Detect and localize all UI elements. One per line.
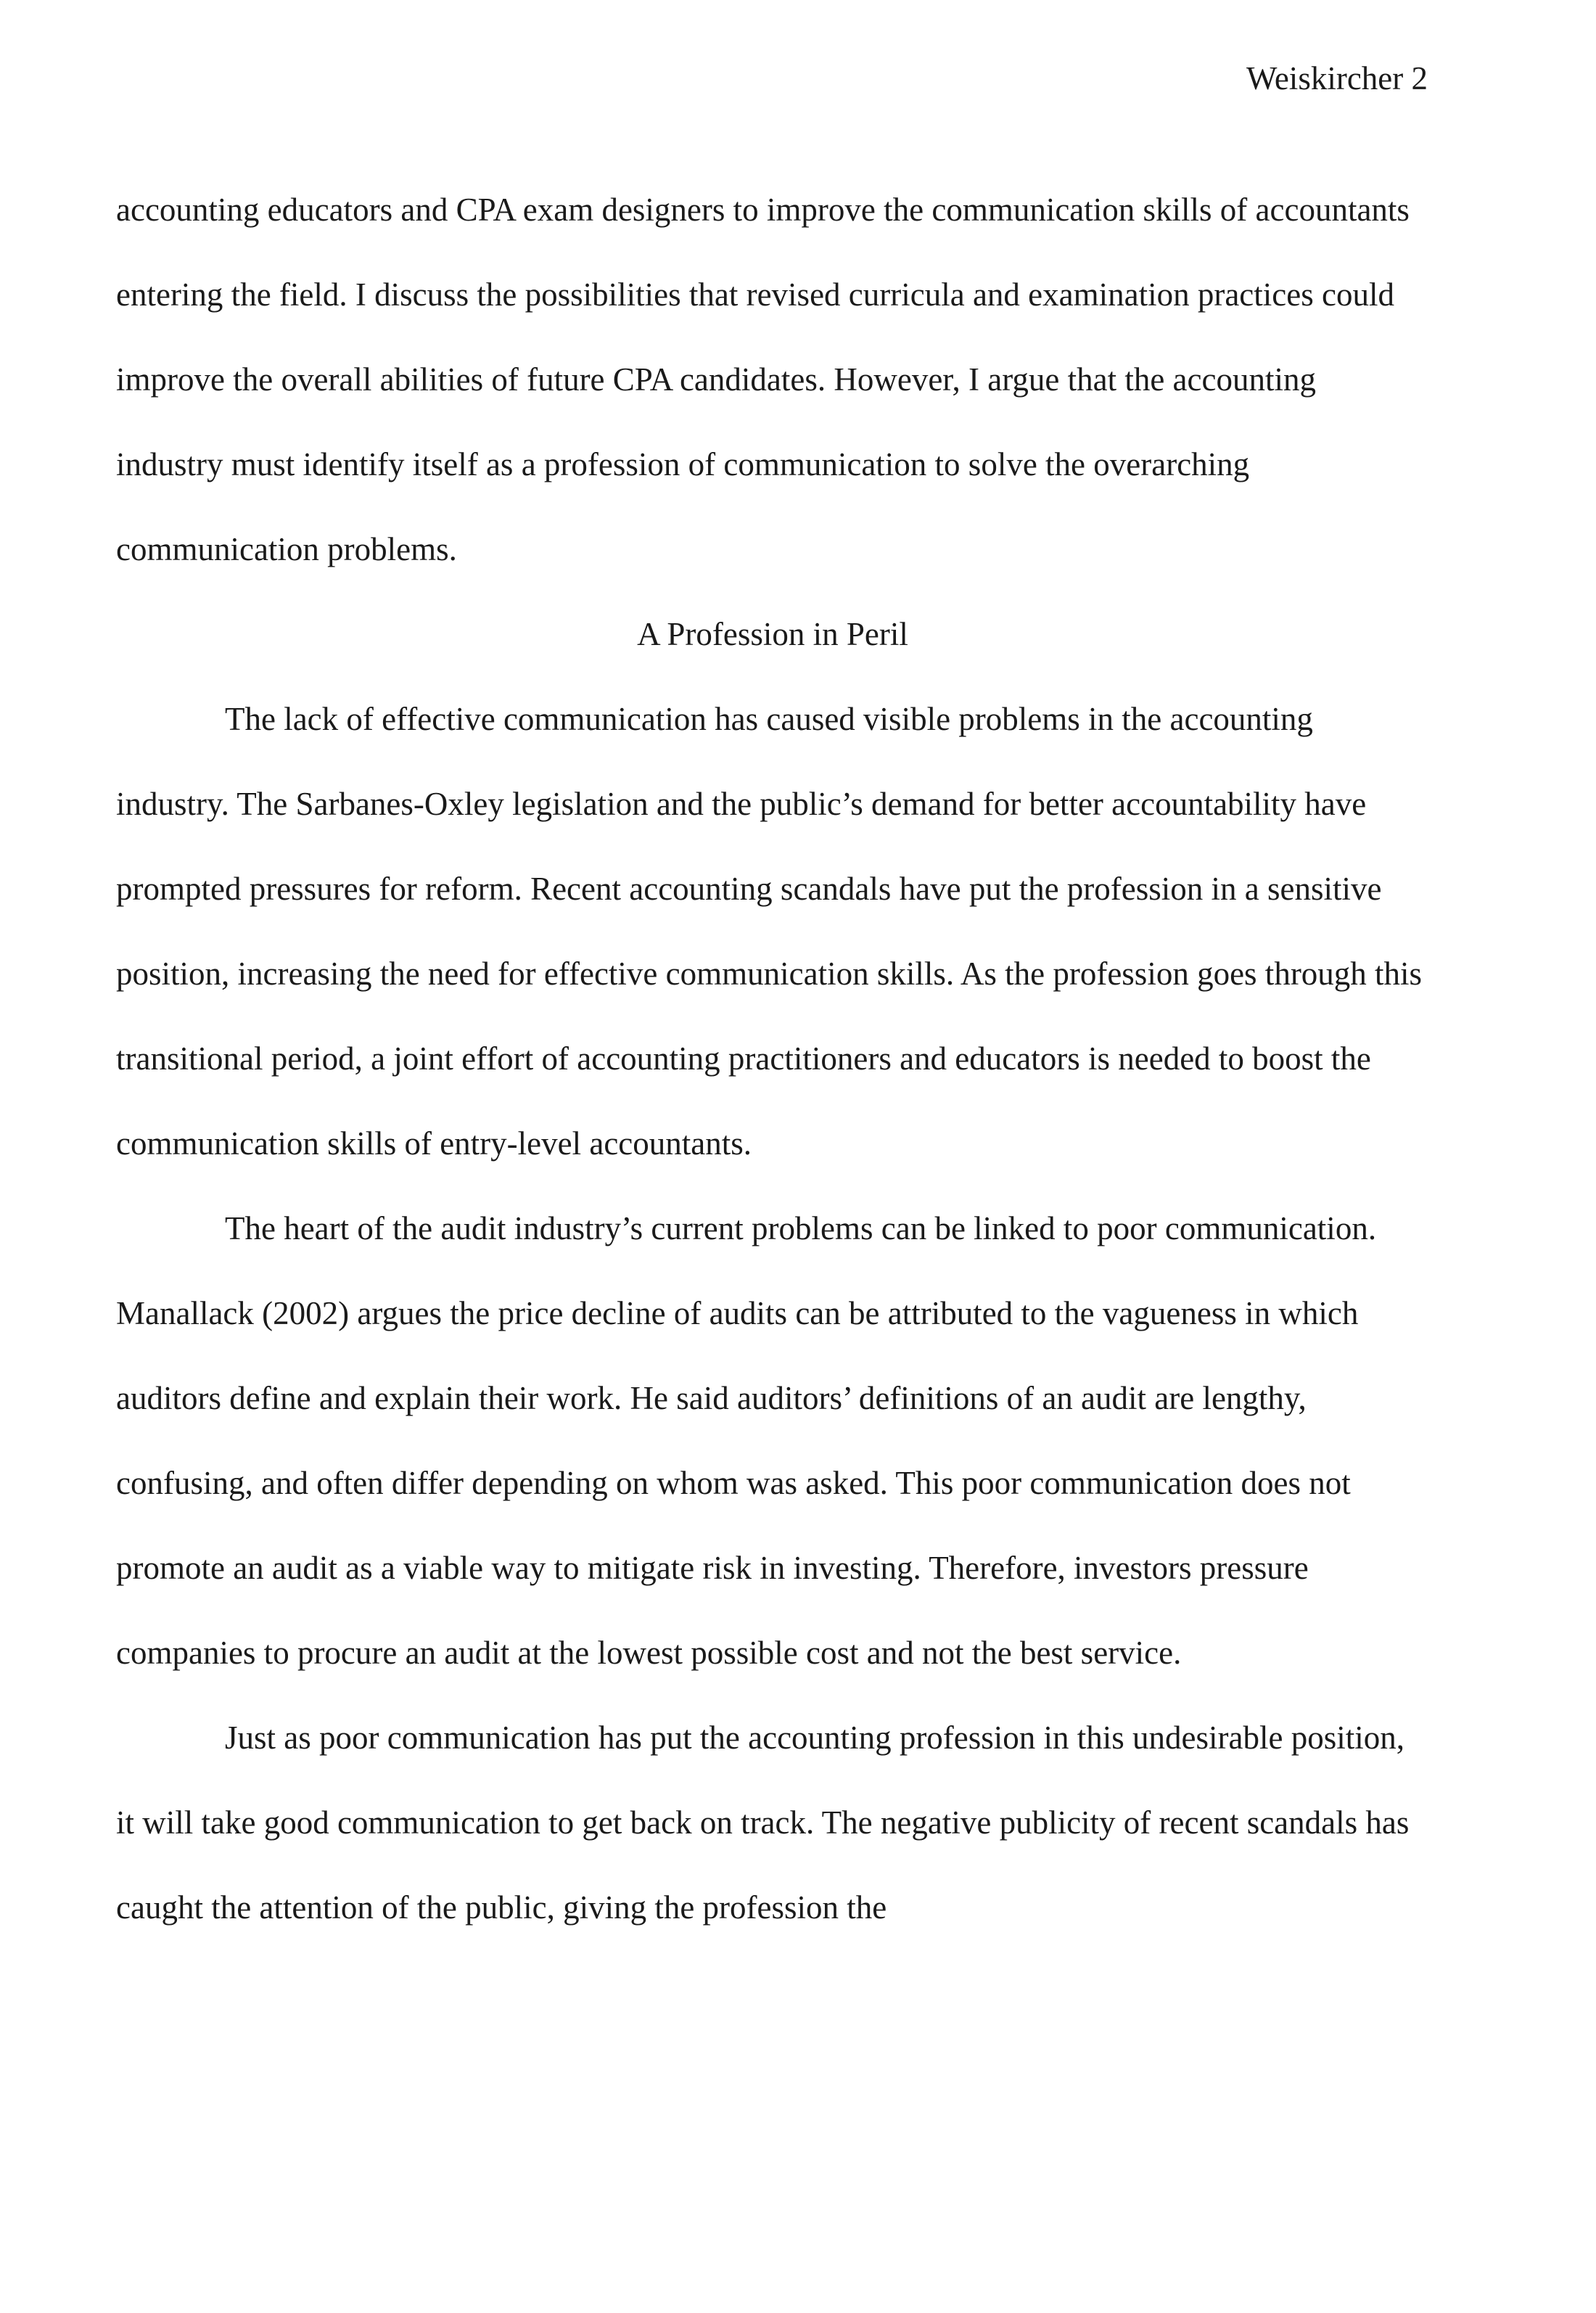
section-heading: A Profession in Peril bbox=[637, 616, 908, 652]
intro-paragraph: accounting educators and CPA exam designers to improve the communication skills of accountants entering the field. I discuss the possibilities that revised curricula and examination practices could improve the overall abilities of future CPA candidates. However, I argue that the accounting industry must identify itself as a profession of communication to solve the overarching communication problems. bbox=[116, 192, 1410, 567]
document-body bbox=[116, 168, 1429, 1950]
body-paragraph: The heart of the audit industry’s current problems can be linked to poor communication. Manallack (2002) argues the price decline of audits can be attributed to the vagueness in which auditors define and explain their work. He said auditors’ definitions of an audit are lengthy, confusing, and often differ depending on whom was asked. This poor communication does not promote an audit as a viable way to mitigate risk in investing. Therefore, investors pressure companies to procure an audit at the lowest possible cost and not the best service. bbox=[116, 1210, 1377, 1671]
running-head: Weiskircher 2 bbox=[1246, 60, 1428, 96]
body-paragraph: The lack of effective communication has caused visible problems in the accounting industry. The Sarbanes-Oxley legislation and the public’s demand for better accountability have prompted pressures for reform. Recent accounting scandals have put the profession in a sensitive position, increasing the need for effective communication skills. As the profession goes through this transitional period, a joint effort of accounting practitioners and educators is needed to boost the communication skills of entry-level accountants. bbox=[116, 701, 1423, 1162]
body-paragraph: Just as poor communication has put the accounting profession in this undesirable position, it will take good communication to get back on track. The negative publicity of recent scandals has caught the attention of the public, giving the profession the bbox=[116, 1720, 1410, 1926]
